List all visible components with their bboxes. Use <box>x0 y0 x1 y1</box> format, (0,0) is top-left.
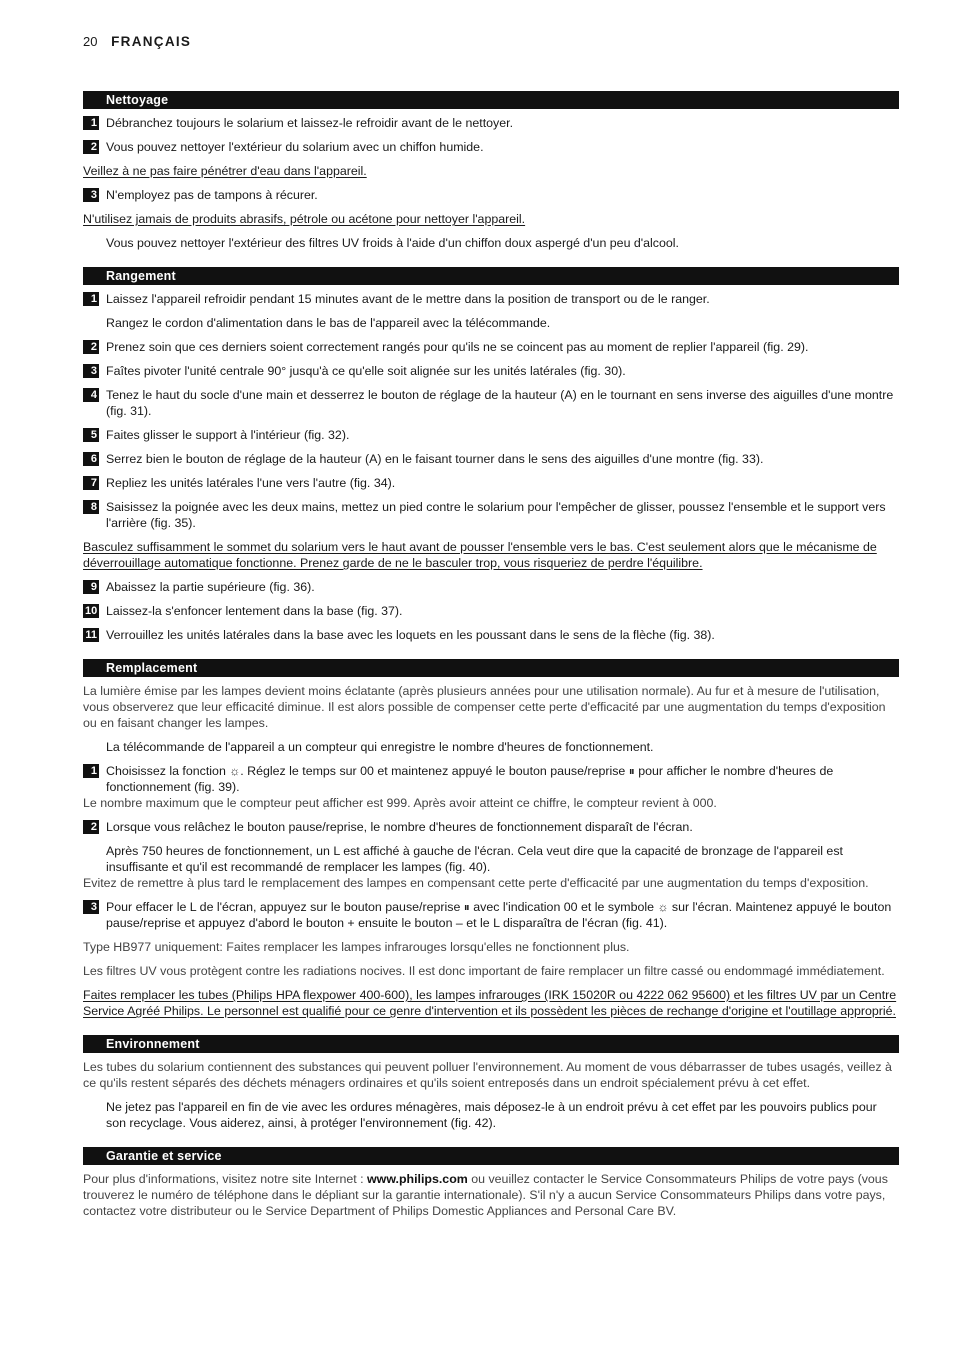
step-number: 9 <box>83 580 99 594</box>
step-number: 1 <box>83 116 99 130</box>
step-number: 5 <box>83 428 99 442</box>
tip-text: La télécommande de l'appareil a un compteur qui enregistre le nombre d'heures de fonctionnement. <box>106 740 654 754</box>
step-item: 8 Saisissez la poignée avec les deux mains, mettez un pied contre le solarium pour l'empêcher de glisser, poussez l'ensemble et le support vers l'arrière (fig. 35). <box>83 499 899 531</box>
section-heading-remplacement: Remplacement <box>83 659 899 677</box>
sun-icon: ☼ <box>229 764 241 778</box>
page-header <box>83 34 191 49</box>
section-heading-environnement: Environnement <box>83 1035 899 1053</box>
step-number: 7 <box>83 476 99 490</box>
step-number: 1 <box>83 292 99 306</box>
step-item: 11 Verrouillez les unités latérales dans la base avec les loquets en les poussant dans le sens de la flèche (fig. 38). <box>83 627 899 643</box>
step-number: 2 <box>83 340 99 354</box>
document-body <box>83 91 899 1227</box>
step-number: 1 <box>83 764 99 778</box>
tip-text: Ne jetez pas l'appareil en fin de vie avec les ordures ménagères, mais déposez-le à un endroit prévu à cet effet par les pouvoirs publics pour son recyclage. Vous aiderez, ainsi, à protéger l'environnement (fig. 42). <box>106 1100 877 1130</box>
warning-text: Basculez suffisamment le sommet du solarium vers le haut avant de pousser l'ensemble vers le bas. C'est seulement alors que le mécanisme de déverrouillage automatique fonctionne. Prenez garde de ne le basculer trop, vous risqueriez de perdre l'équilibre. <box>83 540 877 570</box>
step-number: 8 <box>83 500 99 514</box>
page-number: 20 <box>83 34 98 49</box>
step-item: 1 Choisissez la fonction ☼. Réglez le temps sur 00 et maintenez appuyé le bouton pause/reprise ⏸ pour afficher le nombre d'heures de fonctionnement (fig. 39). <box>83 763 899 795</box>
tip-text: Rangez le cordon d'alimentation dans le bas de l'appareil avec la télécommande. <box>106 316 551 330</box>
step-item: 3 Pour effacer le L de l'écran, appuyez sur le bouton pause/reprise ⏸ avec l'indication 00 et le symbole ☼ sur l'écran. Maintenez appuyé le bouton pause/reprise et appuyez d'abord le bouton + ensuite le bouton – et le L disparaîtra de l'écran (fig. 41). <box>83 899 899 931</box>
body-paragraph: Pour plus d'informations, visitez notre site Internet : www.philips.com ou veuillez contacter le Service Consommateurs Philips de votre pays (vous trouverez le numéro de téléphone dans le dépliant sur la garantie internationale). S'il n'y a aucun Service Consommateurs Philips dans votre pays, contactez votre distributeur ou le Service Department of Philips Domestic Appliances and Personal Care BV. <box>83 1172 888 1218</box>
step-number: 6 <box>83 452 99 466</box>
step-item: 1 Débranchez toujours le solarium et laissez-le refroidir avant de le nettoyer. <box>83 115 899 131</box>
tip-text: Après 750 heures de fonctionnement, un L est affiché à gauche de l'écran. Cela veut dire que la capacité de bronzage de l'appareil est insuffisante et qu'il est recommandé de remplacer les lampes (fig. 40). <box>106 844 843 874</box>
section-heading-garantie: Garantie et service <box>83 1147 899 1165</box>
body-paragraph: Type HB977 uniquement: Faites remplacer les lampes infrarouges lorsqu'elles ne fonctionnent plus. <box>83 940 630 954</box>
warning-text: Veillez à ne pas faire pénétrer d'eau dans l'appareil. <box>83 164 367 178</box>
website-link[interactable]: www.philips.com <box>367 1172 468 1186</box>
step-number: 3 <box>83 364 99 378</box>
step-number: 2 <box>83 820 99 834</box>
step-item: 5 Faites glisser le support à l'intérieur (fig. 32). <box>83 427 899 443</box>
step-item: 3 N'employez pas de tampons à récurer. <box>83 187 899 203</box>
step-item: 2 Vous pouvez nettoyer l'extérieur du solarium avec un chiffon humide. <box>83 139 899 155</box>
section-heading-nettoyage: Nettoyage <box>83 91 899 109</box>
step-item: 10 Laissez-la s'enfoncer lentement dans la base (fig. 37). <box>85 604 403 618</box>
body-paragraph: La lumière émise par les lampes devient moins éclatante (après plusieurs années pour une utilisation normale). Au fur et à mesure de l'utilisation, vous observerez que leur efficacité diminue. Il est alors possible de compenser cette perte d'efficacité par une augmentation du temps d'exposition ou en faisant changer les lampes. <box>83 684 886 730</box>
step-number: 2 <box>83 140 99 154</box>
step-number: 3 <box>83 188 99 202</box>
step-item: 4 Tenez le haut du socle d'une main et desserrez le bouton de réglage de la hauteur (A) en le tournant en sens inverse des aiguilles d'une montre (fig. 31). <box>83 387 899 419</box>
step-number: 11 <box>83 628 99 642</box>
step-item: 9 Abaissez la partie supérieure (fig. 36). <box>83 579 899 595</box>
pause-resume-icon: ⏸ <box>463 900 470 914</box>
step-item: 2 Prenez soin que ces derniers soient correctement rangés pour qu'ils ne se coincent pas au moment de replier l'appareil (fig. 29). <box>83 339 899 355</box>
step-item: 1 Laissez l'appareil refroidir pendant 15 minutes avant de le mettre dans la position de transport ou de le ranger. <box>83 291 899 307</box>
step-number: 3 <box>83 900 99 914</box>
section-heading-rangement: Rangement <box>83 267 899 285</box>
pause-resume-icon: ⏸ <box>628 764 635 778</box>
body-paragraph: Le nombre maximum que le compteur peut afficher est 999. Après avoir atteint ce chiffre, le compteur revient à 000. <box>83 796 717 810</box>
warning-text: N'utilisez jamais de produits abrasifs, pétrole ou acétone pour nettoyer l'appareil. <box>83 212 526 226</box>
body-paragraph: Les tubes du solarium contiennent des substances qui peuvent polluer l'environnement. Au moment de vous débarrasser de tubes usagés, veillez à ce qu'ils restent séparés des déchets ménagers ordinaires et qu'ils soient entreposés dans un endroit spécialement prévu à cet effet. <box>83 1060 892 1090</box>
tip-text: Vous pouvez nettoyer l'extérieur des filtres UV froids à l'aide d'un chiffon doux aspergé d'un peu d'alcool. <box>106 236 679 250</box>
step-number: 4 <box>83 388 99 402</box>
step-item: 7 Repliez les unités latérales l'une vers l'autre (fig. 34). <box>83 475 899 491</box>
step-item: 2 Lorsque vous relâchez le bouton pause/reprise, le nombre d'heures de fonctionnement disparaît de l'écran. <box>83 819 899 835</box>
body-paragraph: Evitez de remettre à plus tard le remplacement des lampes en compensant cette perte d'efficacité par une augmentation du temps d'exposition. <box>83 876 869 890</box>
step-item: 6 Serrez bien le bouton de réglage de la hauteur (A) en le faisant tourner dans le sens des aiguilles d'une montre (fig. 33). <box>83 451 899 467</box>
sun-icon: ☼ <box>657 900 669 914</box>
body-paragraph: Les filtres UV vous protègent contre les radiations nocives. Il est donc important de faire remplacer un filtre cassé ou endommagé immédiatement. <box>83 964 885 978</box>
step-number: 10 <box>85 605 98 617</box>
warning-text: Faites remplacer les tubes (Philips HPA flexpower 400-600), les lampes infrarouges (IRK 15020R ou 4222 062 95600) et les filtres UV par un Centre Service Agréé Philips. Le personnel est qualifié pour ce genre d'intervention et ils possèdent les pièces de rechange d'origine et l'outillage approprié. <box>83 988 897 1018</box>
step-item: 3 Faîtes pivoter l'unité centrale 90° jusqu'à ce qu'elle soit alignée sur les unités latérales (fig. 30). <box>83 363 899 379</box>
language-label: FRANÇAIS <box>111 34 192 49</box>
